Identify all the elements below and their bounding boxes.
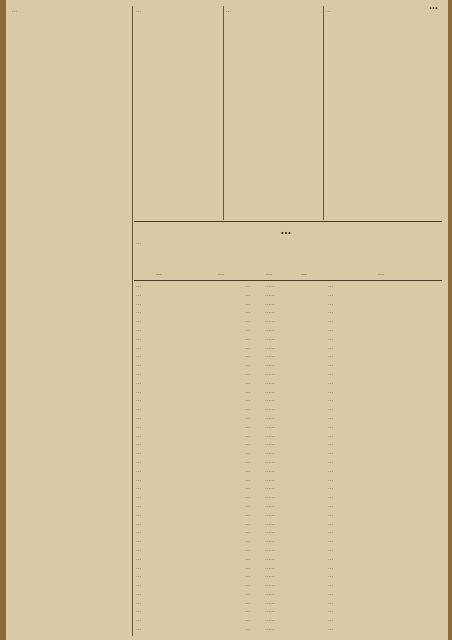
concepto-cell: … (270, 406, 275, 413)
pueblo-cell: … (136, 300, 141, 307)
numero-cell: … (265, 370, 270, 377)
concepto-cell: … (270, 555, 275, 562)
section-intro: … (136, 240, 141, 246)
concepto-cell: … (270, 520, 275, 527)
pueblo-cell: … (136, 617, 141, 624)
numero-cell: … (265, 326, 270, 333)
concepto-cell: … (270, 546, 275, 553)
numero-cell: … (265, 291, 270, 298)
concepto-cell: … (270, 573, 275, 580)
numero-cell: … (265, 441, 270, 448)
pueblo-cell: … (136, 582, 141, 589)
concepto-cell: … (270, 529, 275, 536)
numero-cell: … (265, 300, 270, 307)
concepto-cell: … (270, 283, 275, 289)
table-row (136, 361, 438, 370)
nombre-cell: … (328, 414, 333, 421)
remplazo-cell: … (245, 538, 250, 545)
remplazo-cell: … (245, 494, 250, 501)
concepto-cell: … (270, 608, 275, 615)
numero-cell: … (265, 626, 270, 633)
remplazo-cell: … (245, 476, 250, 483)
numero-cell: … (265, 353, 270, 360)
column-divider (223, 6, 224, 220)
numero-cell: … (265, 485, 270, 492)
nombre-cell: … (328, 283, 333, 289)
pueblo-cell: … (136, 502, 141, 509)
nombre-cell: … (328, 335, 333, 342)
pueblo-cell: … (136, 370, 141, 377)
nombre-cell: … (328, 441, 333, 448)
nombre-cell: … (328, 599, 333, 606)
nombre-cell: … (328, 362, 333, 369)
numero-cell: … (265, 344, 270, 351)
numero-cell: … (265, 546, 270, 553)
table-row (136, 335, 438, 344)
remplazo-cell: … (245, 406, 250, 413)
table-row (136, 317, 438, 326)
concepto-cell: … (270, 423, 275, 430)
table-row (136, 476, 438, 485)
nombre-cell: … (328, 520, 333, 527)
remplazo-cell: … (245, 617, 250, 624)
nombre-cell: … (328, 423, 333, 430)
numero-cell: … (265, 432, 270, 439)
remplazo-cell: … (245, 573, 250, 580)
column-third (226, 8, 321, 223)
remplazo-cell: … (245, 441, 250, 448)
nombre-cell: … (328, 538, 333, 545)
pueblo-cell: … (136, 362, 141, 369)
numero-cell: … (265, 283, 270, 289)
pueblo-cell: … (136, 309, 141, 316)
remplazo-cell: … (245, 626, 250, 633)
concepto-cell: … (270, 370, 275, 377)
concepto-cell: … (270, 564, 275, 571)
numero-cell: … (265, 608, 270, 615)
concepto-cell: … (270, 582, 275, 589)
table-row (136, 537, 438, 546)
table-row (136, 493, 438, 502)
nombre-cell: … (328, 291, 333, 298)
remplazo-cell: … (245, 370, 250, 377)
nombre-cell: … (328, 326, 333, 333)
remplazo-cell: … (245, 546, 250, 553)
pueblo-cell: … (136, 335, 141, 342)
nombre-cell: … (328, 458, 333, 465)
numero-cell: … (265, 467, 270, 474)
table-header-rule (134, 280, 442, 281)
concepto-cell: … (270, 626, 275, 633)
pueblo-cell: … (136, 458, 141, 465)
remplazo-cell: … (245, 353, 250, 360)
numero-cell: … (265, 555, 270, 562)
pueblo-cell: … (136, 520, 141, 527)
table-row (136, 484, 438, 493)
concepto-cell: … (270, 599, 275, 606)
nombre-cell: … (328, 564, 333, 571)
table-row (136, 555, 438, 564)
concepto-cell: … (270, 309, 275, 316)
numero-cell: … (265, 388, 270, 395)
remplazo-cell: … (245, 511, 250, 518)
paragraph: … (326, 8, 331, 14)
remplazo-cell: … (245, 485, 250, 492)
numero-cell: … (265, 511, 270, 518)
nombre-cell: … (328, 432, 333, 439)
concepto-cell: … (270, 494, 275, 501)
nombre-cell: … (328, 397, 333, 404)
remplazo-cell: … (245, 414, 250, 421)
table-row (136, 546, 438, 555)
remplazo-cell: … (245, 335, 250, 342)
table-row (136, 344, 438, 353)
numero-cell: … (265, 335, 270, 342)
concepto-cell: … (270, 318, 275, 325)
register-table (136, 282, 438, 634)
remplazo-cell: … (245, 300, 250, 307)
concepto-cell: … (270, 326, 275, 333)
pueblo-cell: … (136, 423, 141, 430)
table-row (136, 511, 438, 520)
concepto-cell: … (270, 441, 275, 448)
table-row (136, 458, 438, 467)
remplazo-cell: … (245, 502, 250, 509)
pueblo-cell: … (136, 283, 141, 289)
nombre-cell: … (328, 582, 333, 589)
concepto-cell: … (270, 467, 275, 474)
numero-cell: … (265, 423, 270, 430)
remplazo-cell: … (245, 467, 250, 474)
column-divider (132, 6, 133, 636)
paragraph: … (136, 8, 141, 14)
nombre-cell: … (328, 450, 333, 457)
numero-cell: … (265, 529, 270, 536)
table-row (136, 599, 438, 608)
nombre-cell: … (328, 300, 333, 307)
column-divider (323, 6, 324, 220)
remplazo-cell: … (245, 458, 250, 465)
remplazo-cell: … (245, 326, 250, 333)
remplazo-cell: … (245, 582, 250, 589)
table-row (136, 625, 438, 634)
nombre-cell: … (328, 626, 333, 633)
concepto-cell: … (270, 379, 275, 386)
nombre-cell: … (328, 370, 333, 377)
concepto-cell: … (270, 344, 275, 351)
pueblo-cell: … (136, 291, 141, 298)
remplazo-cell: … (245, 291, 250, 298)
table-row (136, 616, 438, 625)
table-row (136, 282, 438, 291)
table-row (136, 590, 438, 599)
concepto-cell: … (270, 397, 275, 404)
nombre-cell: … (328, 608, 333, 615)
table-row (136, 388, 438, 397)
numero-cell: … (265, 617, 270, 624)
pueblo-cell: … (136, 626, 141, 633)
concepto-cell: … (270, 414, 275, 421)
nombre-cell: … (328, 511, 333, 518)
column-second (136, 8, 221, 223)
table-row (136, 467, 438, 476)
remplazo-cell: … (245, 283, 250, 289)
nombre-cell: … (328, 573, 333, 580)
paragraph: … (12, 8, 17, 14)
pueblo-cell: … (136, 485, 141, 492)
numero-cell: … (265, 590, 270, 597)
pueblo-cell: … (136, 467, 141, 474)
table-row (136, 502, 438, 511)
pueblo-cell: … (136, 414, 141, 421)
concepto-cell: … (270, 353, 275, 360)
pueblo-cell: … (136, 326, 141, 333)
remplazo-cell: … (245, 397, 250, 404)
remplazo-cell: … (245, 344, 250, 351)
pueblo-cell: … (136, 546, 141, 553)
nombre-cell: … (328, 388, 333, 395)
numero-cell: … (265, 414, 270, 421)
nombre-cell: … (328, 318, 333, 325)
table-row (136, 581, 438, 590)
column-fourth (326, 8, 438, 223)
newspaper-page (6, 0, 448, 640)
numero-cell: … (265, 397, 270, 404)
remplazo-cell: … (245, 309, 250, 316)
concepto-cell: … (270, 362, 275, 369)
concepto-cell: … (270, 502, 275, 509)
pueblo-cell: … (136, 555, 141, 562)
pueblo-cell: … (136, 494, 141, 501)
table-row (136, 528, 438, 537)
remplazo-cell: … (245, 388, 250, 395)
nombre-cell: … (328, 353, 333, 360)
numero-cell: … (265, 520, 270, 527)
remplazo-cell: … (245, 599, 250, 606)
nombre-cell: … (328, 406, 333, 413)
remplazo-cell: … (245, 423, 250, 430)
pueblo-cell: … (136, 590, 141, 597)
remplazo-cell: … (245, 379, 250, 386)
concepto-cell: … (270, 291, 275, 298)
pueblo-cell: … (136, 573, 141, 580)
nombre-cell: … (328, 485, 333, 492)
table-row (136, 414, 438, 423)
table-row (136, 379, 438, 388)
concepto-cell: … (270, 476, 275, 483)
numero-cell: … (265, 318, 270, 325)
table-row (136, 449, 438, 458)
pueblo-cell: … (136, 564, 141, 571)
header-nombres: … (378, 270, 384, 277)
table-row (136, 352, 438, 361)
pueblo-cell: … (136, 406, 141, 413)
numero-cell: … (265, 494, 270, 501)
concepto-cell: … (270, 450, 275, 457)
header-concepto: … (301, 270, 307, 277)
concepto-cell: … (270, 300, 275, 307)
concepto-cell: … (270, 590, 275, 597)
numero-cell: … (265, 309, 270, 316)
numero-cell: … (265, 502, 270, 509)
numero-cell: … (265, 406, 270, 413)
concepto-cell: … (270, 485, 275, 492)
remplazo-cell: … (245, 362, 250, 369)
numero-cell: … (265, 450, 270, 457)
numero-cell: … (265, 573, 270, 580)
section-rule (134, 221, 442, 222)
numero-cell: … (265, 362, 270, 369)
nombre-cell: … (328, 494, 333, 501)
nombre-cell: … (328, 555, 333, 562)
remplazo-cell: … (245, 520, 250, 527)
table-row (136, 423, 438, 432)
concepto-cell: … (270, 458, 275, 465)
nombre-cell: … (328, 309, 333, 316)
table-row (136, 520, 438, 529)
pueblo-cell: … (136, 397, 141, 404)
remplazo-cell: … (245, 590, 250, 597)
numero-cell: … (265, 476, 270, 483)
header-remplazos: … (218, 270, 224, 277)
pueblo-cell: … (136, 318, 141, 325)
table-row (136, 370, 438, 379)
nombre-cell: … (328, 529, 333, 536)
table-row (136, 607, 438, 616)
nombre-cell: … (328, 379, 333, 386)
pueblo-cell: … (136, 450, 141, 457)
numero-cell: … (265, 564, 270, 571)
nombre-cell: … (328, 617, 333, 624)
pueblo-cell: … (136, 529, 141, 536)
pueblo-cell: … (136, 344, 141, 351)
remplazo-cell: … (245, 432, 250, 439)
numero-cell: … (265, 379, 270, 386)
remplazo-cell: … (245, 608, 250, 615)
pueblo-cell: … (136, 599, 141, 606)
pueblo-cell: … (136, 608, 141, 615)
concepto-cell: … (270, 335, 275, 342)
table-row (136, 405, 438, 414)
pueblo-cell: … (136, 476, 141, 483)
nombre-cell: … (328, 467, 333, 474)
page-number: … (429, 2, 438, 12)
table-row (136, 396, 438, 405)
concepto-cell: … (270, 538, 275, 545)
remplazo-cell: … (245, 318, 250, 325)
pueblo-cell: … (136, 538, 141, 545)
numero-cell: … (265, 582, 270, 589)
concepto-cell: … (270, 511, 275, 518)
table-row (136, 326, 438, 335)
remplazo-cell: … (245, 450, 250, 457)
table-row (136, 432, 438, 441)
table-row (136, 564, 438, 573)
nombre-cell: … (328, 502, 333, 509)
section-title: … (280, 224, 292, 237)
table-row (136, 291, 438, 300)
remplazo-cell: … (245, 529, 250, 536)
nombre-cell: … (328, 344, 333, 351)
table-row (136, 572, 438, 581)
table-row (136, 300, 438, 309)
pueblo-cell: … (136, 432, 141, 439)
remplazo-cell: … (245, 564, 250, 571)
nombre-cell: … (328, 590, 333, 597)
pueblo-cell: … (136, 353, 141, 360)
paragraph: … (226, 8, 231, 14)
remplazo-cell: … (245, 555, 250, 562)
column-left (12, 8, 130, 633)
pueblo-cell: … (136, 388, 141, 395)
numero-cell: … (265, 599, 270, 606)
header-pueblos: … (156, 270, 162, 277)
concepto-cell: … (270, 388, 275, 395)
table-row (136, 440, 438, 449)
numero-cell: … (265, 538, 270, 545)
numero-cell: … (265, 458, 270, 465)
concepto-cell: … (270, 432, 275, 439)
pueblo-cell: … (136, 441, 141, 448)
concepto-cell: … (270, 617, 275, 624)
nombre-cell: … (328, 546, 333, 553)
pueblo-cell: … (136, 511, 141, 518)
table-row (136, 308, 438, 317)
nombre-cell: … (328, 476, 333, 483)
pueblo-cell: … (136, 379, 141, 386)
header-numero: … (266, 270, 272, 277)
